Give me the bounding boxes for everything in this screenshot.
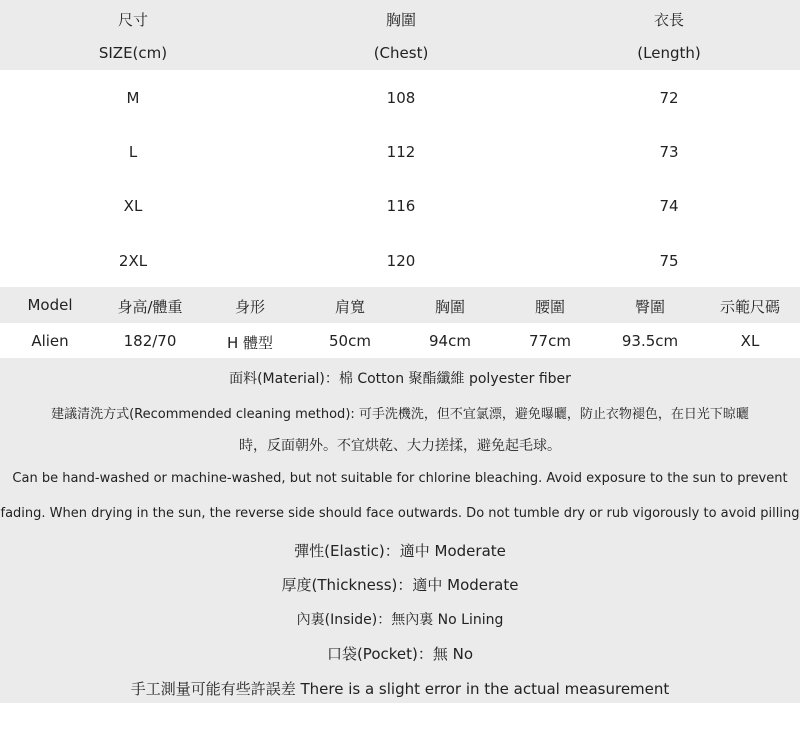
model-name: Alien: [31, 332, 69, 350]
model-waist: 77cm: [529, 332, 571, 350]
chest-header-en: (Chest): [373, 44, 429, 62]
size-table-header: [0, 0, 800, 70]
material-line: 面料(Material)：棉 Cotton 聚酯纖維 polyester fiber: [229, 371, 571, 387]
model-chest: 94cm: [429, 332, 471, 350]
model-header-shoulder: 肩寬: [334, 298, 365, 316]
size-cell: XL: [123, 197, 143, 215]
chest-cell: 108: [386, 89, 416, 107]
care-en-line-2: fading. When drying in the sun, the reverse side should face outwards. Do not tumble dry or rub vigorously to avoid pilling: [0, 506, 800, 521]
model-height-weight: 182/70: [123, 332, 177, 350]
size-header-en: SIZE(cm): [98, 44, 168, 62]
care-en-line-1: Can be hand-washed or machine-washed, but not suitable for chlorine bleaching. Avoid exposure to the sun to prevent: [12, 471, 788, 486]
model-hip: 93.5cm: [621, 332, 679, 350]
model-shoulder: 50cm: [329, 332, 371, 350]
model-table-header: [0, 287, 800, 323]
model-size: XL: [740, 332, 760, 350]
model-header-body-type: 身形: [234, 298, 265, 316]
length-header-en: (Length): [637, 44, 701, 62]
model-table-row: [0, 323, 800, 358]
length-cell: 74: [659, 197, 679, 215]
size-cell: M: [126, 89, 140, 107]
size-cell: 2XL: [118, 252, 148, 270]
length-cell: 73: [659, 143, 679, 161]
product-info: [0, 358, 800, 703]
measurement-note: 手工測量可能有些許誤差 There is a slight error in the actual measurement: [130, 680, 670, 698]
model-header-waist: 腰圍: [534, 298, 565, 316]
chest-cell: 112: [386, 143, 416, 161]
model-header-hip: 臀圍: [634, 298, 665, 316]
chest-cell: 120: [386, 252, 416, 270]
size-header-zh: 尺寸: [117, 11, 148, 29]
size-cell: L: [128, 143, 138, 161]
table-row: [0, 197, 800, 217]
model-body-type: H 體型: [226, 334, 274, 352]
thickness-line: 厚度(Thickness)：適中 Moderate: [281, 576, 519, 594]
chest-cell: 116: [386, 197, 416, 215]
length-cell: 75: [659, 252, 679, 270]
pocket-line: 口袋(Pocket)：無 No: [326, 645, 474, 663]
table-row: [0, 89, 800, 109]
model-header-chest: 胸圍: [434, 298, 465, 316]
length-cell: 72: [659, 89, 679, 107]
table-row: [0, 252, 800, 272]
table-row: [0, 143, 800, 163]
model-header-model: Model: [27, 296, 73, 314]
model-header-size: 示範尺碼: [719, 298, 780, 316]
elastic-line: 彈性(Elastic)：適中 Moderate: [294, 542, 506, 560]
inside-line: 內裏(Inside)：無內裏 No Lining: [296, 612, 504, 628]
care-zh-line-2: 時，反面朝外。不宜烘乾、大力搓揉，避免起毛球。: [239, 438, 561, 454]
model-header-height-weight: 身高/體重: [117, 298, 183, 316]
care-zh-line-1: 建議清洗方式(Recommended cleaning method): 可手洗機洗，但不宜氯漂，避免曝曬，防止衣物褪色，在日光下晾曬: [51, 407, 749, 422]
length-header-zh: 衣長: [653, 11, 684, 29]
chest-header-zh: 胸圍: [385, 11, 416, 29]
size-table-body: [0, 70, 800, 287]
